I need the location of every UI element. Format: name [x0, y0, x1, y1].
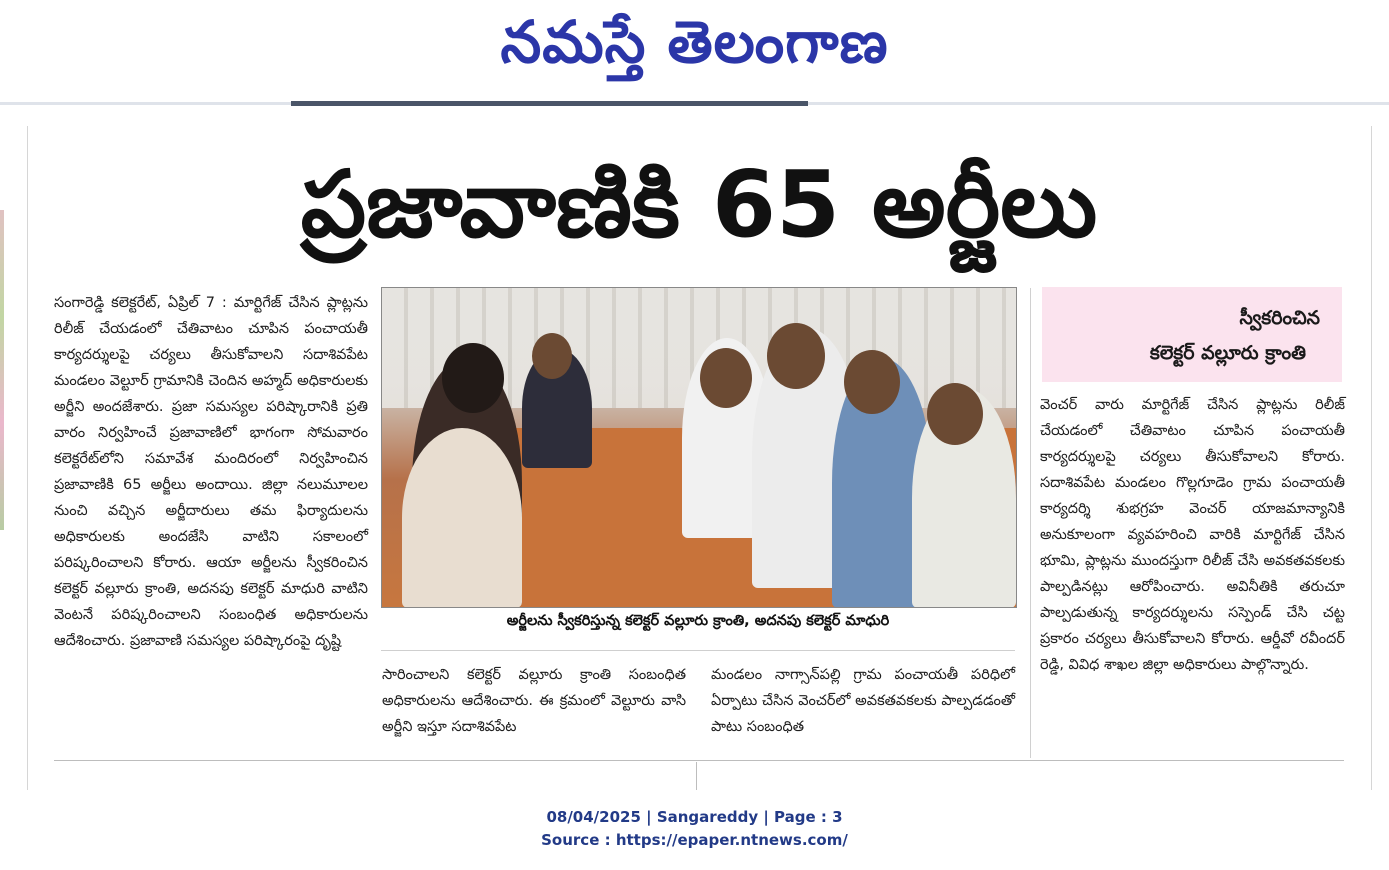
masthead [0, 0, 1389, 100]
photo-caption: అర్జీలను స్వీకరిస్తున్న కలెక్టర్ వల్లూరు క్రాంతి, అదనపు కలెక్టర్ మాధురి [506, 613, 890, 629]
photo-head [442, 343, 504, 413]
section-divider [54, 760, 1344, 761]
subheading-box [1042, 287, 1342, 382]
photo-head [844, 350, 900, 414]
footer-source-link[interactable]: Source : https://epaper.ntnews.com/ [541, 831, 848, 849]
masthead-divider-accent [291, 101, 808, 106]
article-column-1: సంగారెడ్డి కలెక్టరేట్, ఏప్రిల్ 7 : మార్టిగేజ్ చేసిన ప్లాట్లను రిలీజ్ చేయడంలో చేతివాటం చూపిన పంచాయతీ కార్యదర్శులపై చర్యలు తీసుకోవాలని సదాశివపేట మండలం వెల్టూర్ గ్రామానికి చెందిన అహ్మద్ అధికారులకు అర్జీని అందజేశారు. ప్రజా సమస్యల పరిష్కారానికి ప్రతి వారం నిర్వహించే ప్రజావాణిలో భాగంగా సోమవారం కలెక్టరేట్‌లోని సమావేశ మందిరంలో నిర్వహించిన ప్రజావాణికి 65 అర్జీలు అందాయి. జిల్లా నలుమూలల నుంచి వచ్చిన అర్జీదారులు తమ ఫిర్యాదులను అధికారులకు అందజేసి వాటిని సకాలంలో పరిష్కరించాలని కోరారు. ఆయా అర్జీలను స్వీకరించిన కలెక్టర్ వల్లూరు క్రాంతి, అదనపు కలెక్టర్ మాధురి వాటిని వెంటనే పరిష్కరించాలని సంబంధిత అధికారులను ఆదేశించారు. ప్రజావాణి సమస్యల పరిష్కారంపై దృష్టి [54, 295, 368, 649]
subheading-line-2: కలెక్టర్ వల్లూరు క్రాంతి [1149, 342, 1306, 364]
photo-head [700, 348, 752, 408]
column-divider [1030, 288, 1031, 758]
footer-area [0, 790, 1389, 870]
article-column-2: సారించాలని కలెక్టర్ వల్లూరు క్రాంతి సంబంధిత అధికారులను ఆదేశించారు. ఈ క్రమంలో వెల్టూరు వాసి అర్జీని ఇస్తూ సదాశివపేట [382, 667, 686, 735]
subheading-line-1: స్వీకరించిన [1239, 307, 1320, 329]
section-divider-vertical [696, 762, 697, 790]
photo-head [532, 333, 572, 379]
caption-divider [381, 650, 1015, 651]
photo-head [927, 383, 983, 445]
article-photo [381, 287, 1017, 608]
page-edge-strip [0, 210, 4, 530]
article-headline: ప్రజావాణికి 65 అర్జీలు [300, 151, 1098, 258]
masthead-logo: నమస్తే తెలంగాణ [500, 8, 889, 76]
article-column-3: మండలం నాగ్సాన్‌పల్లి గ్రామ పంచాయతీ పరిధిలో ఏర్పాటు చేసిన వెంచర్‌లో అవకతవకలకు పాల్పడడంతో పాటు సంబంధిత [711, 667, 1015, 735]
photo-person [402, 428, 522, 608]
footer-date-edition: 08/04/2025 | Sangareddy | Page : 3 [546, 808, 843, 826]
photo-head [767, 323, 825, 389]
article-column-4: వెంచర్ వారు మార్టిగేజ్ చేసిన ప్లాట్లను రిలీజ్ చేయడంలో చేతివాటం చూపిన పంచాయతీ కార్యదర్శులపై చర్యలు తీసుకోవాలని కోరారు. సదాశివపేట మండలం గొల్లగూడెం గ్రామ పంచాయతీ కార్యదర్శి శుభగ్రహ వెంచర్ యాజమాన్యానికి అనుకూలంగా వ్యవహరించి వారికి మార్టిగేజ్ చేసిన భూమి, ప్లాట్లను ముందస్తుగా రిలీజ్ చేసి అవకతవకలకు పాల్పడినట్లు ఆరోపించారు. అవినీతికి తరుచూ పాల్పడుతున్న కార్యదర్శులను సస్పెండ్ చేసి చట్ట ప్రకారం చర్యలు తీసుకోవాలని కోరారు. ఆర్డీవో రవీందర్ రెడ్డి, వివిధ శాఖల జిల్లా అధికారులు పాల్గొన్నారు. [1040, 397, 1345, 673]
